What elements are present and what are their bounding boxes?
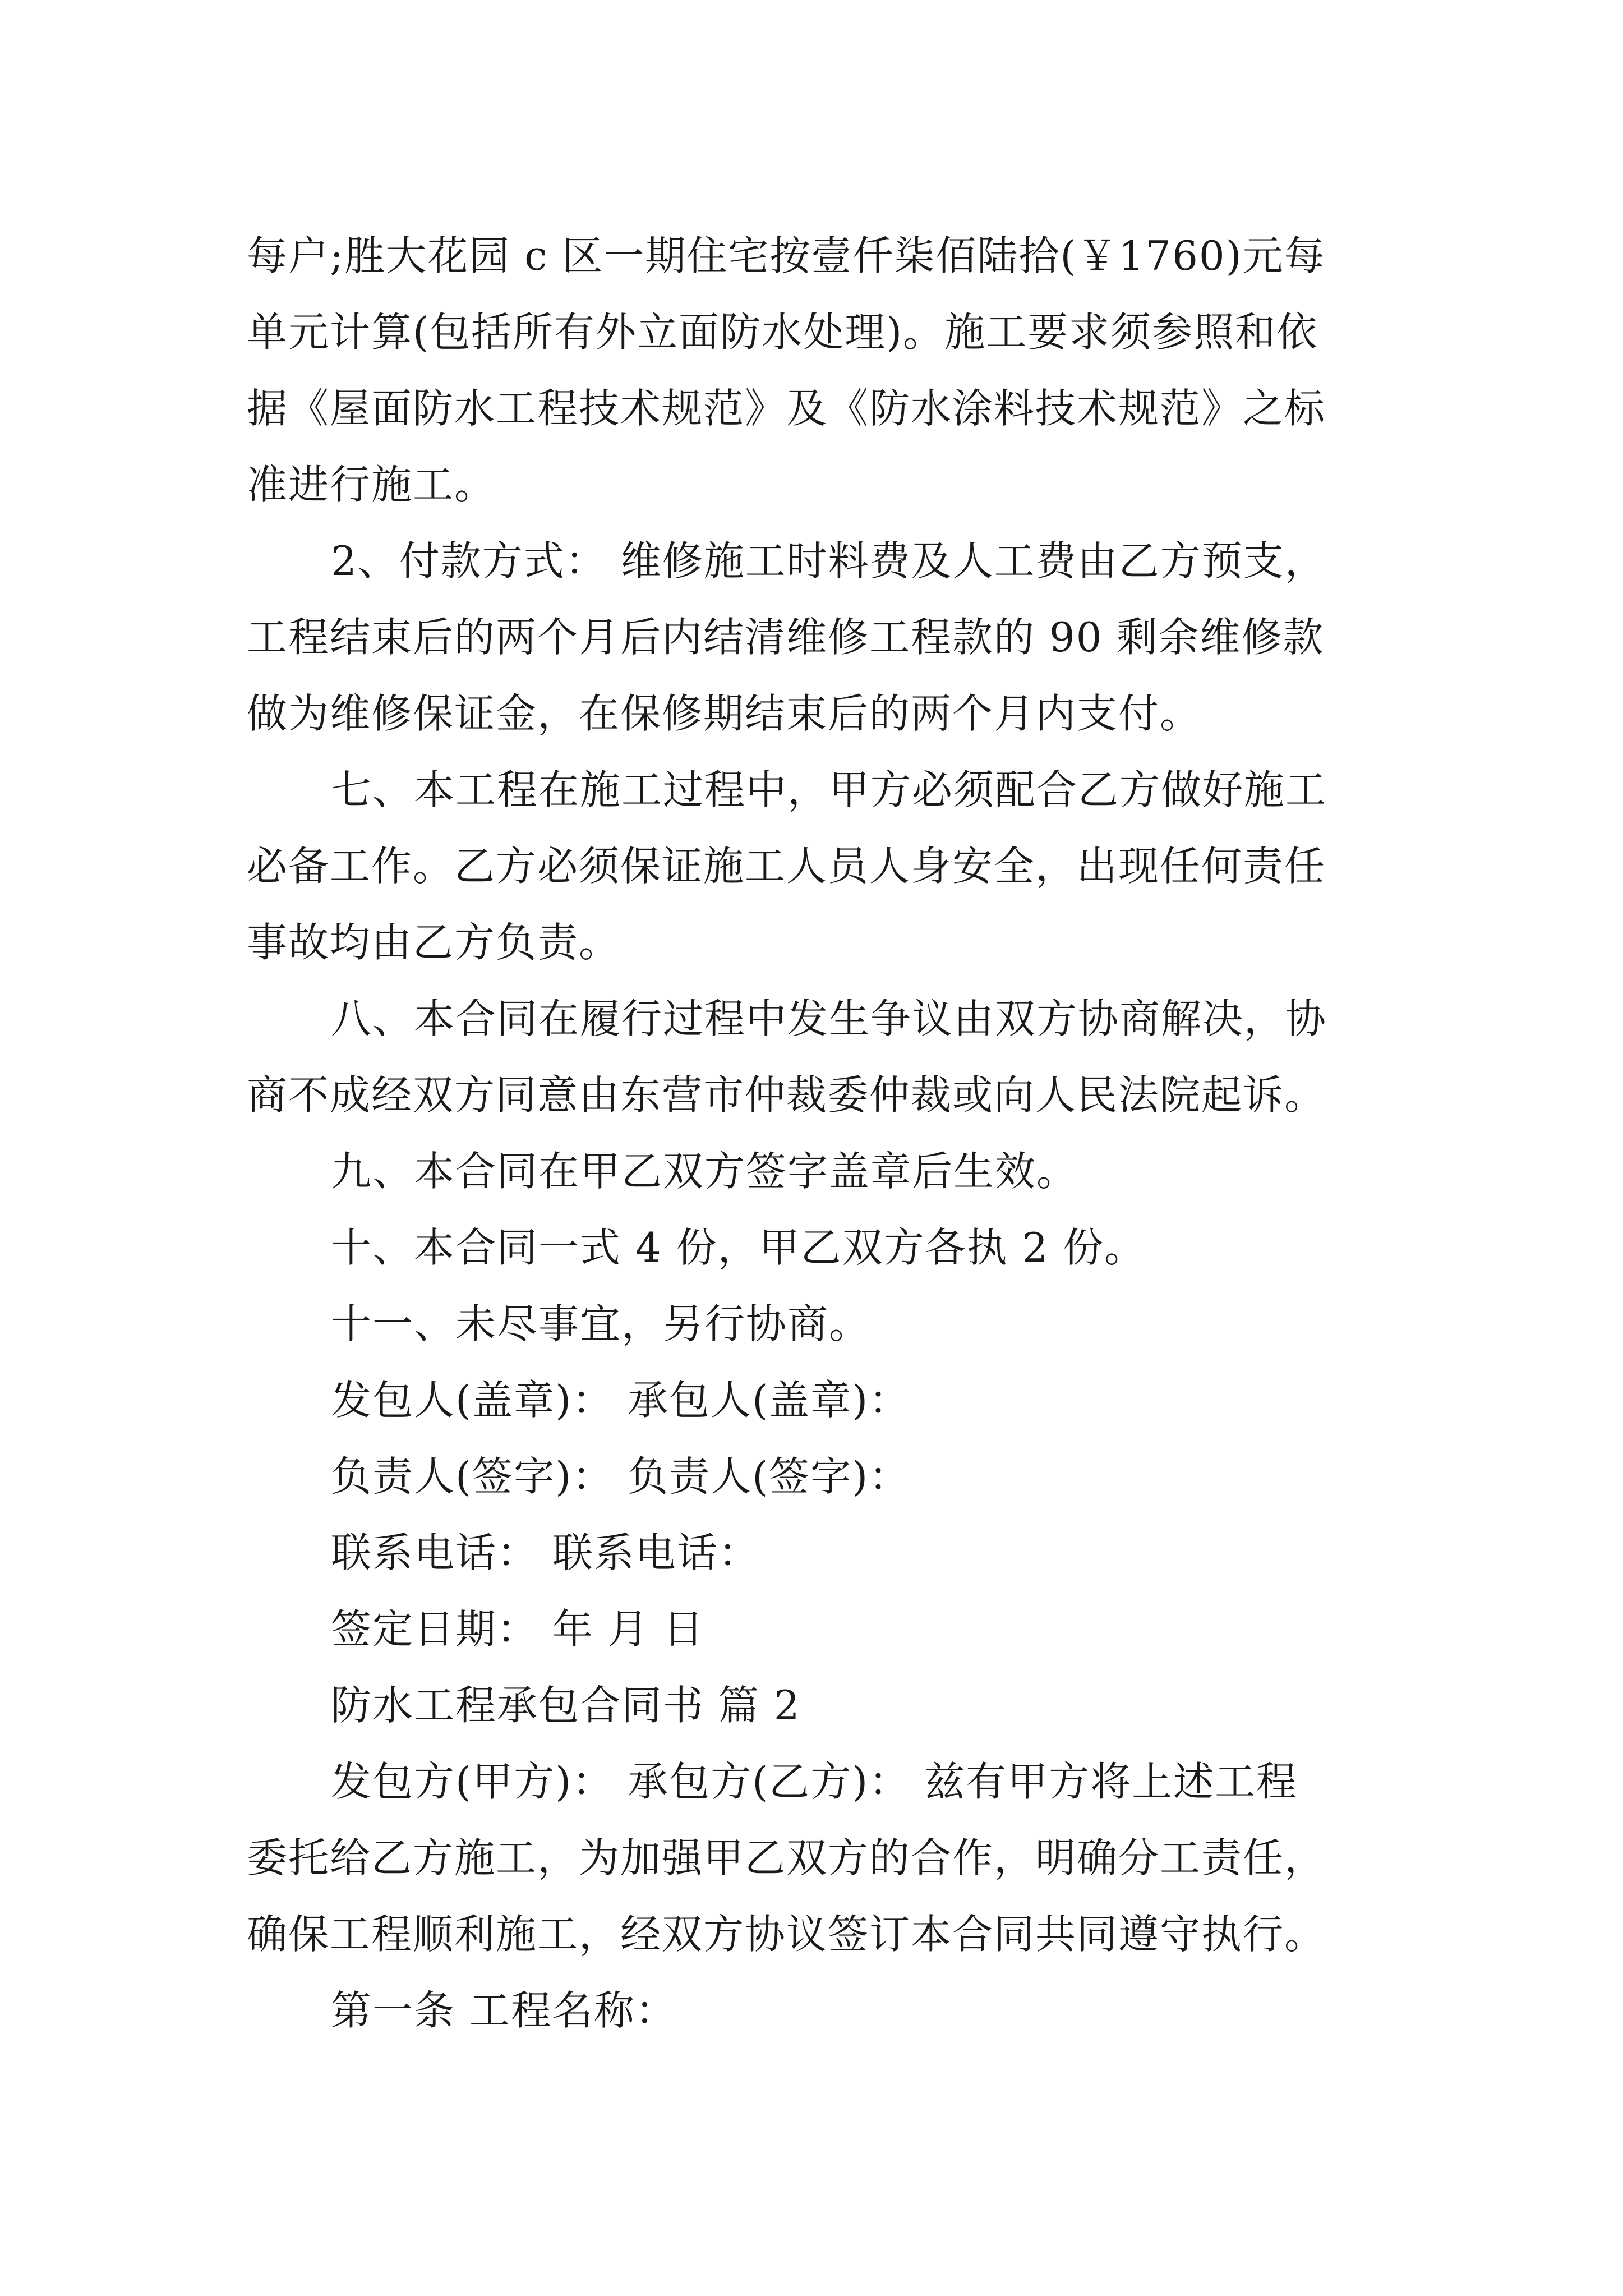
signature-responsible-line: 负责人(签字)： 负责人(签字)：: [331, 1453, 911, 1500]
clause-seven: 七、本工程在施工过程中，甲方必须配合乙方做好施工: [331, 766, 1327, 813]
text-line: 准进行施工。: [247, 461, 496, 508]
section-heading: 防水工程承包合同书 篇 2: [331, 1682, 801, 1729]
clause-eight: 八、本合同在履行过程中发生争议由双方协商解决，协: [331, 995, 1327, 1042]
text-line: 必备工作。乙方必须保证施工人员人身安全，出现任何责任: [247, 843, 1326, 890]
contact-phone-line: 联系电话： 联系电话：: [331, 1529, 760, 1576]
text-line: 每户;胜大花园 c 区一期住宅按壹仟柒佰陆拾(￥1760)元每: [247, 232, 1326, 279]
text-line: 据《屋面防水工程技术规范》及《防水涂料技术规范》之标: [247, 385, 1326, 432]
text-line: 商不成经双方同意由东营市仲裁委仲裁或向人民法院起诉。: [247, 1071, 1326, 1119]
paragraph-payment-method: 2、付款方式： 维修施工时料费及人工费由乙方预支，: [331, 537, 1326, 585]
signing-date-line: 签定日期： 年 月 日: [331, 1605, 705, 1653]
text-line: 工程结束后的两个月后内结清维修工程款的 90 剩余维修款: [247, 614, 1325, 661]
clause-eleven: 十一、未尽事宜，另行协商。: [331, 1300, 871, 1347]
clause-nine: 九、本合同在甲乙双方签字盖章后生效。: [331, 1148, 1078, 1195]
text-line: 确保工程顺利施工，经双方协议签订本合同共同遵守执行。: [247, 1911, 1326, 1958]
signature-seal-line: 发包人(盖章)： 承包人(盖章)：: [331, 1377, 911, 1424]
text-line: 委托给乙方施工，为加强甲乙双方的合作，明确分工责任，: [247, 1834, 1326, 1881]
article-one: 第一条 工程名称：: [331, 1987, 677, 2034]
text-line: 事故均由乙方负责。: [247, 919, 621, 966]
text-line: 单元计算(包括所有外立面防水处理)。施工要求须参照和依: [247, 309, 1318, 356]
document-body: [247, 218, 1385, 2049]
paragraph-parties: 发包方(甲方)： 承包方(乙方)： 兹有甲方将上述工程: [331, 1758, 1298, 1805]
clause-ten: 十、本合同一式 4 份，甲乙双方各执 2 份。: [331, 1224, 1146, 1271]
text-line: 做为维修保证金，在保修期结束后的两个月内支付。: [247, 690, 1202, 737]
